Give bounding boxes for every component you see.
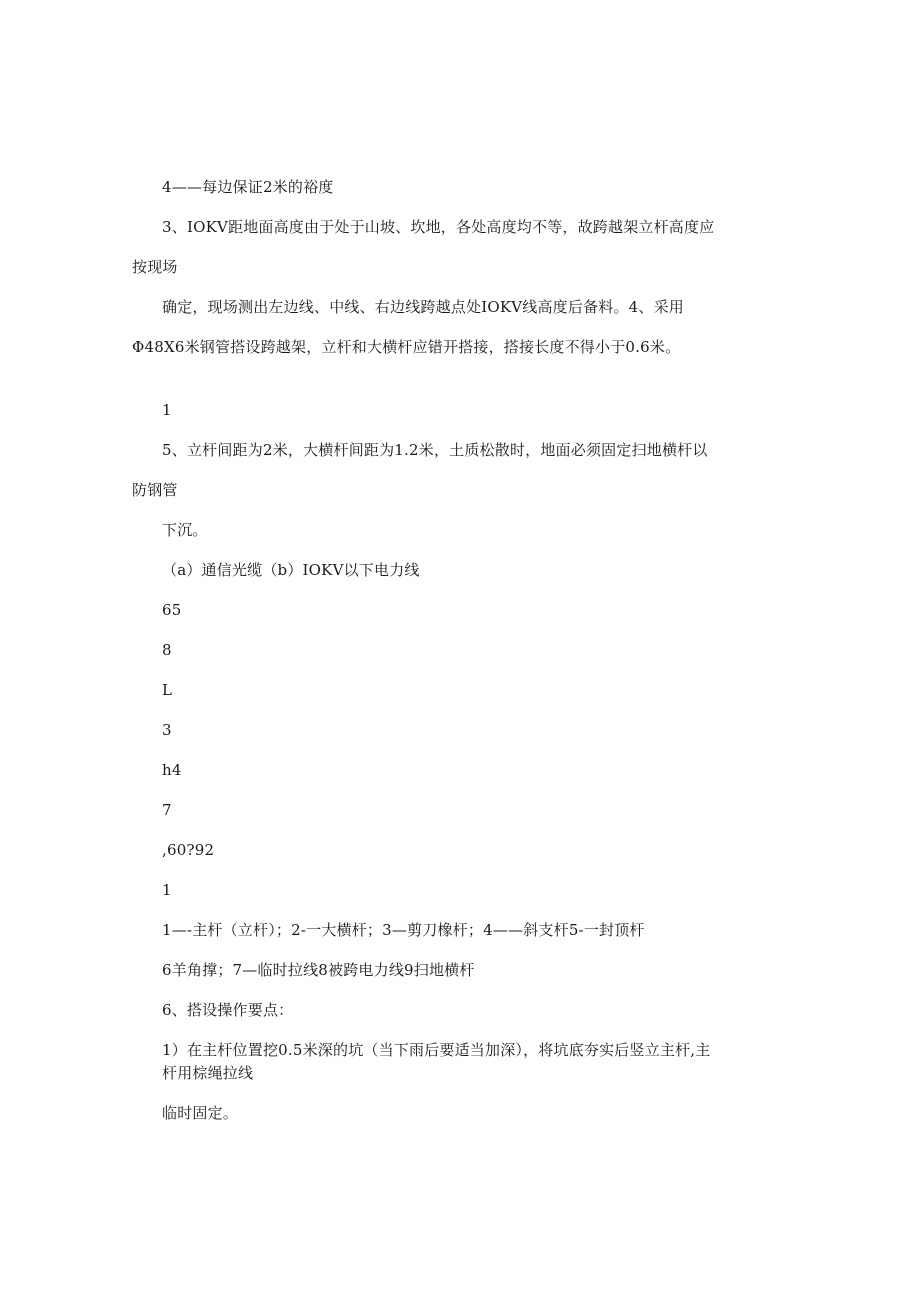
line-figure-label: 65	[162, 601, 182, 619]
line-margin-note: 4——每边保证2米的裕度	[162, 178, 334, 196]
line-item-5-cont-2: 下沉。	[162, 521, 208, 539]
line-item-5-cont: 防钢管	[132, 481, 178, 499]
line-figure-label: 3	[162, 721, 172, 739]
line-figure-label: 1	[162, 881, 172, 899]
line-figure-label: L	[162, 681, 173, 699]
line-item-3-cont-2: 确定，现场测出左边线、中线、右边线跨越点处IOKV线高度后备料。4、采用	[162, 298, 685, 316]
line-figure-caption: （a）通信光缆（b）IOKV以下电力线	[162, 561, 420, 579]
line-figure-legend-cont: 6羊角撑；7—临时拉线8被跨电力线9扫地横杆	[162, 961, 475, 979]
line-item-4: Φ48X6米钢管搭设跨越架，立杆和大横杆应错开搭接，搭接长度不得小于0.6米。	[132, 338, 681, 356]
line-step-1-cont-2: 临时固定。	[162, 1104, 239, 1122]
line-step-1-cont: 杆用棕绳拉线	[162, 1064, 254, 1082]
line-step-1: 1）在主杆位置挖0.5米深的坑（当下雨后要适当加深），将坑底夯实后竖立主杆,主	[162, 1041, 711, 1059]
line-item-3: 3、IOKV距地面高度由于处于山坡、坎地，各处高度均不等，故跨越架立杆高度应	[162, 218, 715, 236]
line-figure-label: 7	[162, 801, 172, 819]
line-item-6-heading: 6、搭设操作要点：	[162, 1001, 294, 1019]
line-figure-label: h4	[162, 761, 182, 779]
line-item-5: 5、立杆间距为2米，大横杆间距为1.2米，土质松散时，地面必须固定扫地横杆以	[162, 441, 708, 459]
line-figure-label: ,60?92	[162, 841, 215, 859]
line-figure-legend: 1—-主杆（立杆）；2-一大横杆；3—剪刀橡杆；4——斜支杆5-一封顶杆	[162, 921, 645, 939]
line-page-number: 1	[162, 401, 172, 419]
line-item-3-cont: 按现场	[132, 258, 178, 276]
line-figure-label: 8	[162, 641, 172, 659]
